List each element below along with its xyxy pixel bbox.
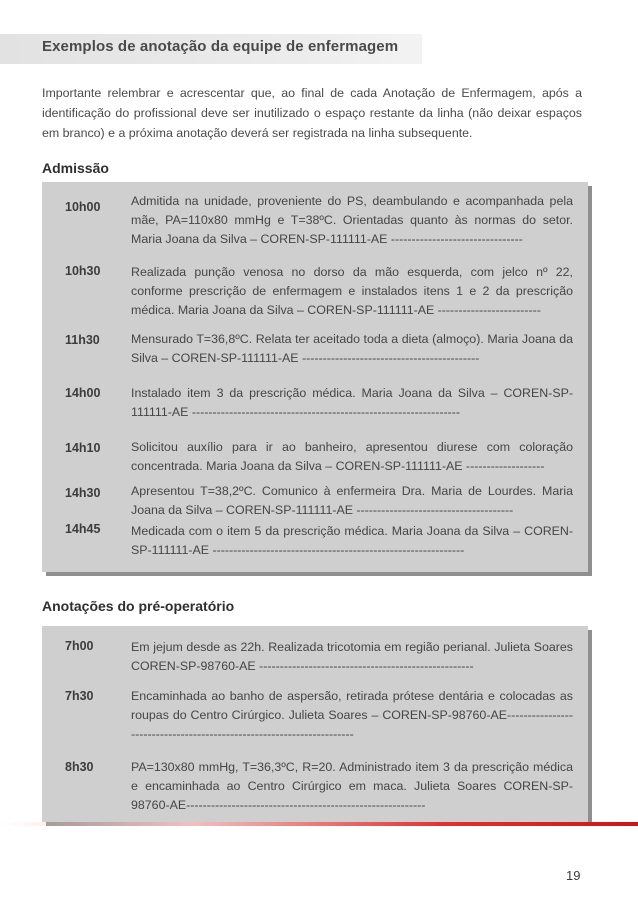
entry-time: 14h30	[65, 486, 101, 500]
footer-divider	[0, 822, 638, 826]
entry-text: Apresentou T=38,2ºC. Comunico à enfermeira Dra. Maria de Lourdes. Maria Joana da Silva – COREN-SP-111111-AE --------------------------------------	[131, 484, 573, 517]
intro-paragraph: Importante relembrar e acrescentar que, ao final de cada Anotação de Enfermagem, após a identificação do profissional deve ser inutilizado o espaço restante da linha (não deixar espaços em branco) e a próxima anotação deverá ser registrada na linha subsequente.	[42, 86, 582, 140]
section-title-admissao: Admissão	[42, 160, 109, 176]
entry-text: Mensurado T=36,8ºC. Relata ter aceitado toda a dieta (almoço). Maria Joana da Silva – COREN-SP-111111-AE -------------------------------------------	[131, 332, 573, 365]
entry-time: 7h30	[65, 689, 94, 703]
entry-time: 10h30	[65, 264, 101, 278]
entry-time: 7h00	[65, 639, 94, 653]
entry-time: 8h30	[65, 760, 94, 774]
entry-text: Medicada com o item 5 da prescrição médica. Maria Joana da Silva – COREN-SP-111111-AE -------------------------------------------------------------	[131, 524, 573, 557]
page-title: Exemplos de anotação da equipe de enfermagem	[42, 38, 399, 55]
entry-text: Admitida na unidade, proveniente do PS, deambulando e acompanhada pela mãe, PA=110x80 mmHg e T=38ºC. Orientadas quanto às normas do setor. Maria Joana da Silva – COREN-SP-111111-AE --------------------------------	[131, 194, 573, 246]
entry-text: Solicitou auxílio para ir ao banheiro, apresentou diurese com coloração concentrada. Maria Joana da Silva – COREN-SP-111111-AE -------------------	[131, 440, 573, 473]
entry-text: Encaminhada ao banho de aspersão, retirada prótese dentária e colocadas as roupas do Centro Cirúrgico. Julieta Soares – COREN-SP-98760-AE----------------------------------------------------------------------	[131, 689, 573, 741]
entry-text: Realizada punção venosa no dorso da mão esquerda, com jelco nº 22, conforme prescrição de enfermagem e instalados itens 1 e 2 da prescrição médica. Maria Joana da Silva – COREN-SP-111111-AE -------------------------	[131, 265, 573, 317]
entry-text: Instalado item 3 da prescrição médica. Maria Joana da Silva – COREN-SP-111111-AE -----------------------------------------------------------------	[131, 386, 573, 419]
entry-text: PA=130x80 mmHg, T=36,3ºC, R=20. Administrado item 3 da prescrição médica e encaminhada ao Centro Cirúrgico em maca. Julieta Soares COREN-SP-98760-AE----------------------------------------------------------	[131, 760, 573, 812]
section-title-preop: Anotações do pré-operatório	[42, 598, 235, 614]
entry-time: 11h30	[65, 333, 100, 347]
entry-time: 10h00	[65, 200, 101, 214]
entry-time: 14h45	[65, 522, 101, 536]
entry-time: 14h00	[65, 386, 101, 400]
entry-time: 14h10	[65, 441, 101, 455]
admissao-panel	[42, 182, 588, 572]
page-number: 19	[566, 868, 581, 883]
entry-text: Em jejum desde as 22h. Realizada tricotomia em região perianal. Julieta Soares COREN-SP-98760-AE ----------------------------------------------------	[131, 640, 573, 673]
preop-panel	[42, 626, 588, 822]
